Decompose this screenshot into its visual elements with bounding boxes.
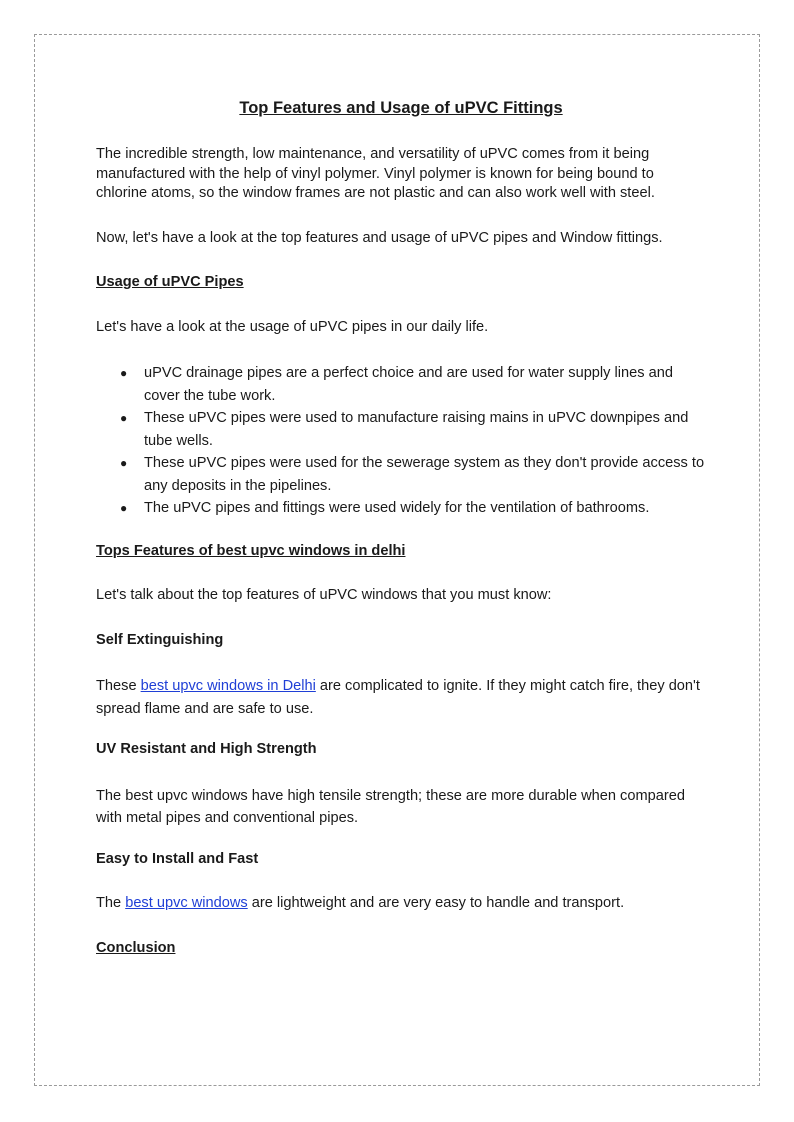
intro-paragraph: The incredible strength, low maintenance, and versatility of uPVC comes from it being manufactured with the help of vinyl polymer. Vinyl polymer is known for being bound to chlorine atoms, so the window frames are not plastic and can also work well with steel. — [96, 146, 655, 201]
best-upvc-windows-link[interactable]: best upvc windows — [125, 895, 248, 911]
uv-resistant-paragraph: The best upvc windows have high tensile strength; these are more durable when compared with metal pipes and conventional pipes. — [96, 787, 685, 826]
bullet-icon: ● — [120, 366, 128, 380]
document-body — [96, 98, 706, 983]
bullet-icon: ● — [120, 456, 128, 470]
best-upvc-windows-delhi-link[interactable]: best upvc windows in Delhi — [140, 678, 316, 694]
self-extinguishing-paragraph — [96, 675, 706, 720]
list-item — [96, 407, 706, 452]
usage-bullet-list — [96, 362, 706, 520]
self-extinguishing-text-before: These — [96, 678, 141, 694]
list-item-text: These uPVC pipes were used to manufacture raising mains in uPVC downpipes and tube wells. — [144, 410, 689, 449]
list-item-text: uPVC drainage pipes are a perfect choice and are used for water supply lines and cover the tube work. — [144, 365, 673, 404]
usage-lead-paragraph: Let's have a look at the usage of uPVC pipes in our daily life. — [96, 318, 489, 335]
easy-install-paragraph — [96, 894, 706, 914]
bullet-icon: ● — [120, 411, 128, 425]
list-item — [96, 362, 706, 407]
conclusion-heading: Conclusion — [96, 939, 176, 956]
features-lead-paragraph: Let's talk about the top features of uPVC windows that you must know: — [96, 587, 552, 603]
list-item-text: The uPVC pipes and fittings were used widely for the ventilation of bathrooms. — [144, 500, 650, 516]
usage-section-heading: Usage of uPVC Pipes — [96, 274, 244, 290]
list-item — [96, 497, 706, 520]
list-item — [96, 452, 706, 497]
self-extinguishing-text-after: are complicated to ignite. If they might catch fire, they don't spread flame and are safe to use. — [96, 678, 700, 717]
intro-next-paragraph: Now, let's have a look at the top features and usage of uPVC pipes and Window fittings. — [96, 229, 663, 246]
list-item-text: These uPVC pipes were used for the sewerage system as they don't provide access to any deposits in the pipelines. — [144, 455, 705, 494]
easy-install-heading: Easy to Install and Fast — [96, 850, 259, 867]
page-title: Top Features and Usage of uPVC Fittings — [239, 99, 563, 117]
self-extinguishing-heading: Self Extinguishing — [96, 631, 224, 648]
easy-install-text-after: are lightweight and are very easy to handle and transport. — [247, 895, 625, 911]
features-section-heading: Tops Features of best upvc windows in delhi — [96, 542, 406, 559]
uv-resistant-heading: UV Resistant and High Strength — [96, 741, 317, 757]
easy-install-text-before: The — [96, 895, 126, 911]
bullet-icon: ● — [120, 501, 128, 515]
